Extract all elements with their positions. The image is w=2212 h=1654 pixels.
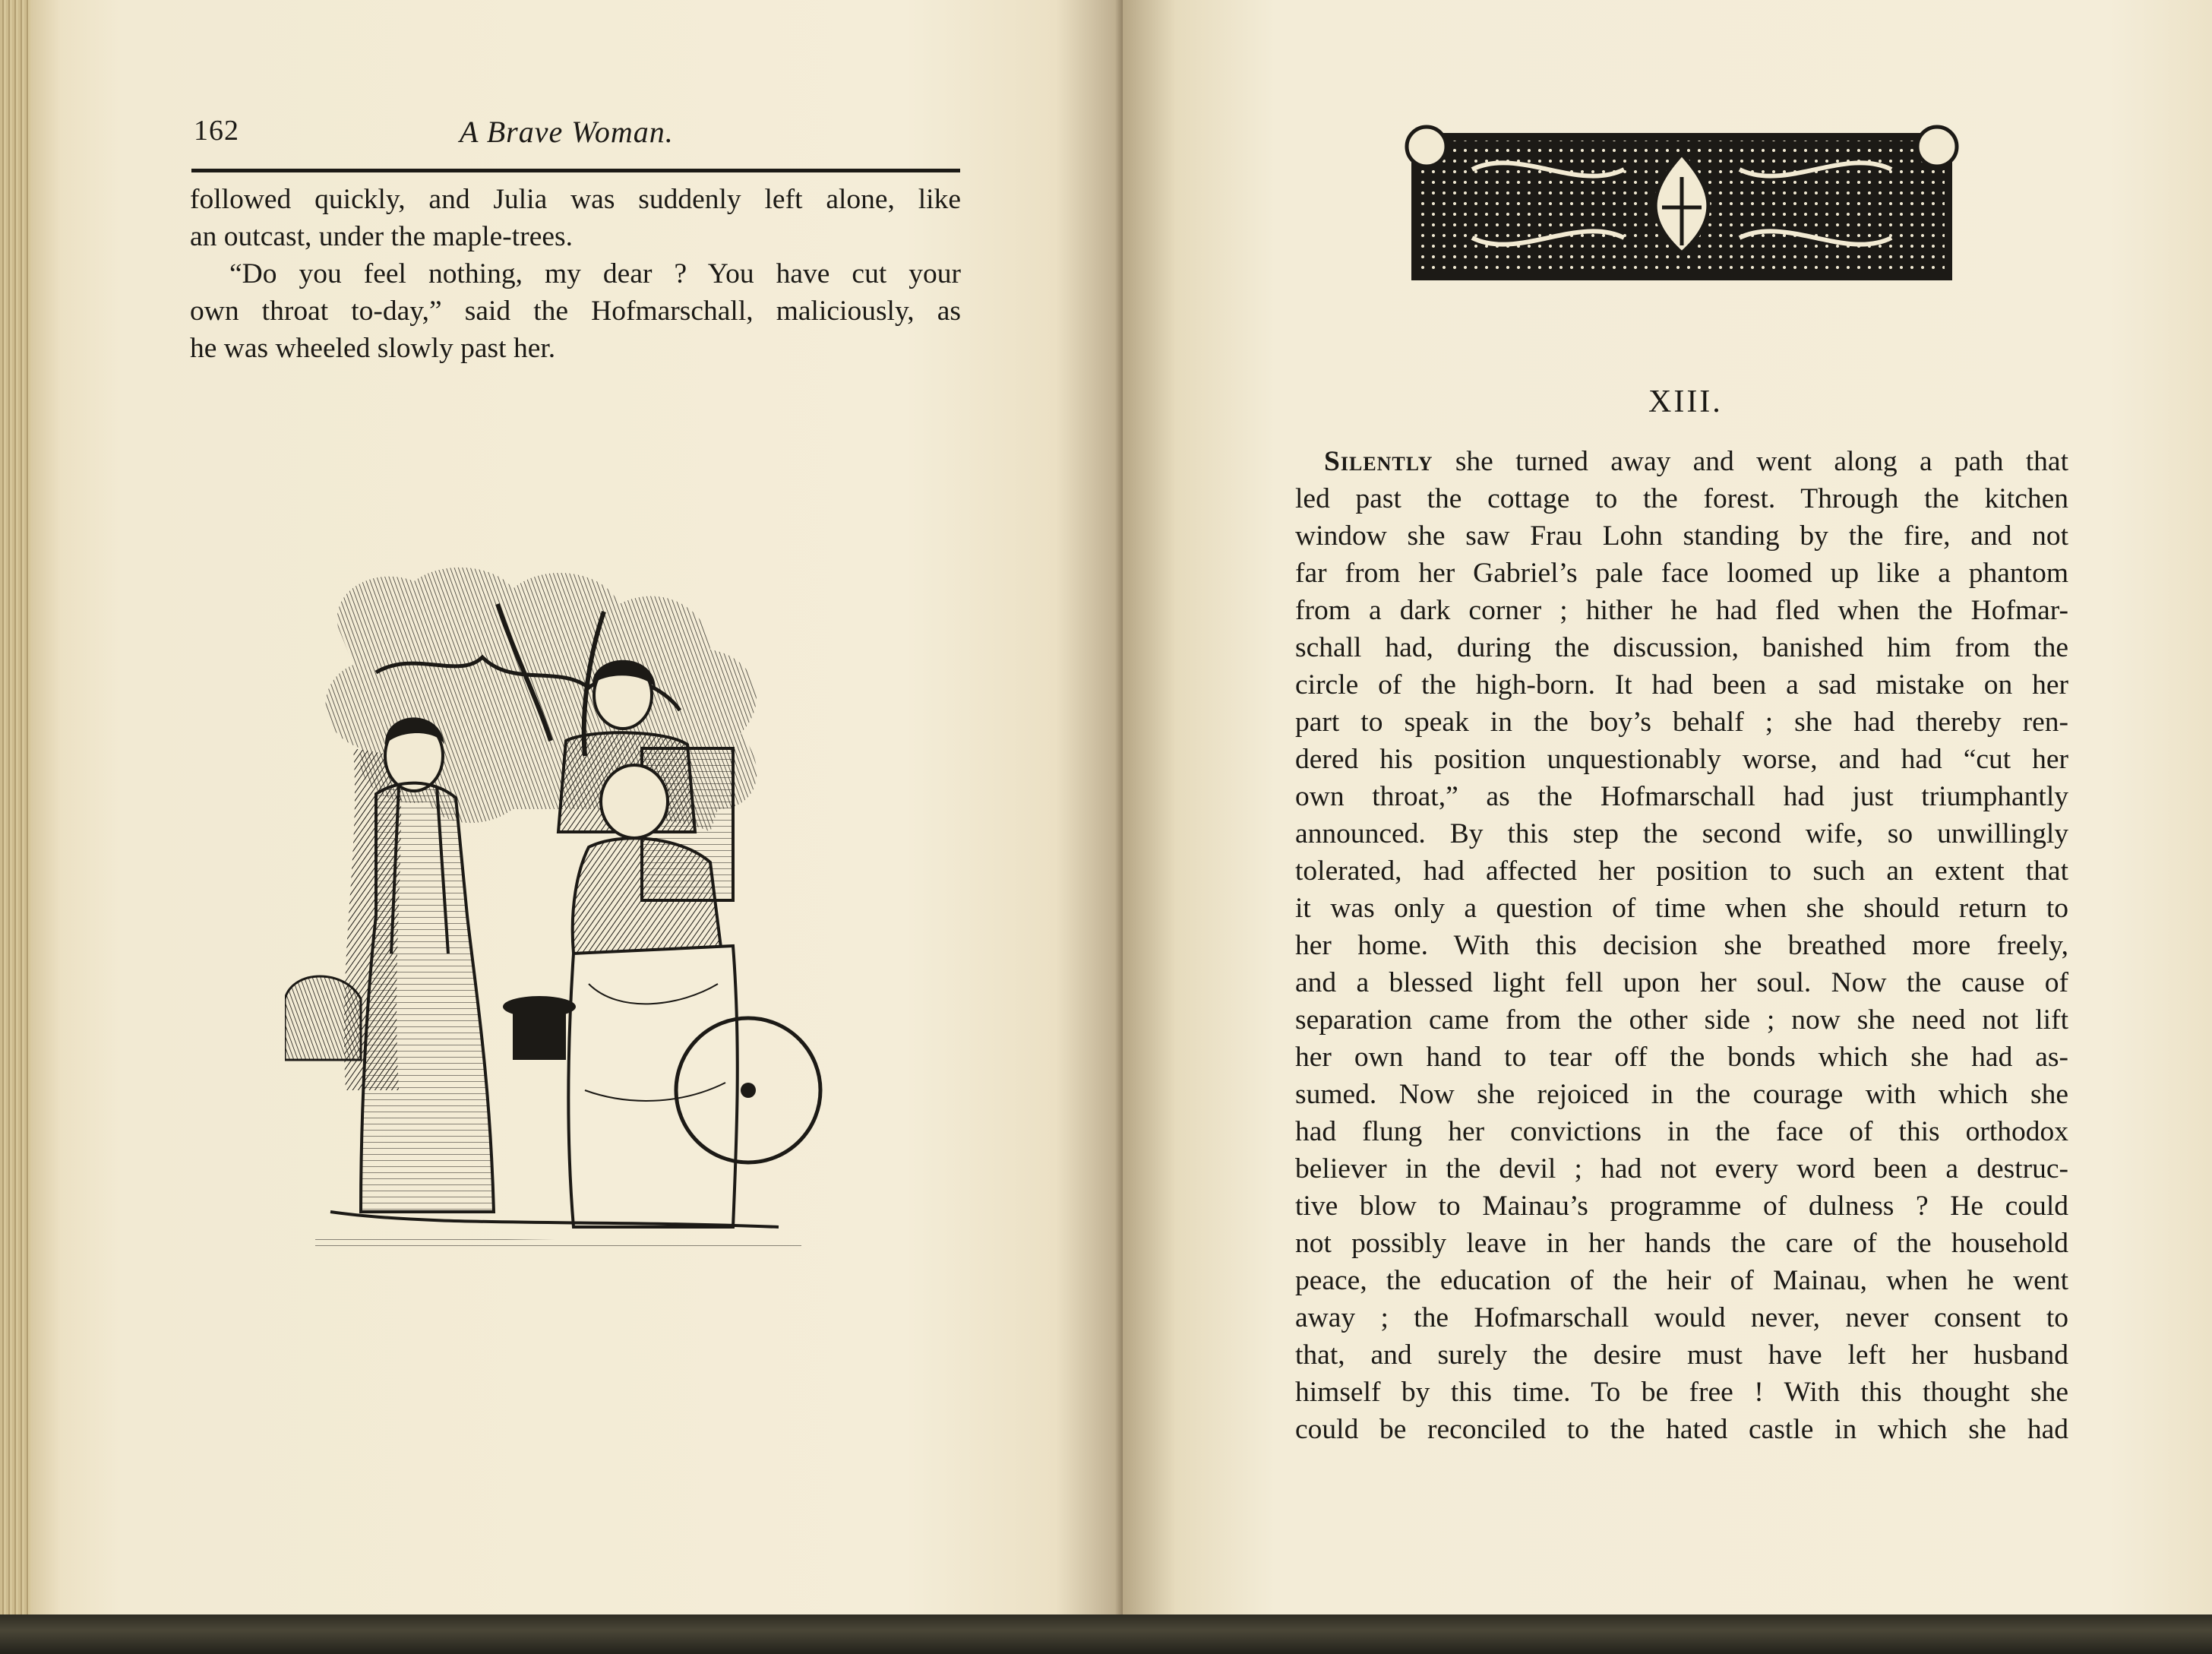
text-line: peace, the education of the heir of Mainau, when he went: [1295, 1265, 2068, 1296]
running-title: A Brave Woman.: [460, 115, 674, 149]
text-line: from a dark corner ; hither he had fled when the Hofmar-: [1295, 595, 2068, 626]
book-binding-edge: [0, 1614, 2212, 1654]
text-line: he was wheeled slowly past her.: [190, 333, 556, 364]
text-line: separation came from the other side ; now she need not lift: [1295, 1004, 2068, 1036]
text-line: could be reconciled to the hated castle in which she had: [1295, 1414, 2068, 1445]
right-page-text: [1295, 443, 2068, 1448]
page-edges: [0, 0, 30, 1654]
text-line: dered his position unquestionably worse, and had “cut her: [1295, 744, 2068, 775]
text-line: tive blow to Mainau’s programme of dulness ? He could: [1295, 1191, 2068, 1222]
text-line: had flung her convictions in the face of this orthodox: [1295, 1116, 2068, 1147]
text-line: sumed. Now she rejoiced in the courage with which she: [1295, 1079, 2068, 1110]
text-line: it was only a question of time when she should return to: [1295, 893, 2068, 924]
text-line-rest: she turned away and went along a path that: [1455, 446, 2068, 477]
text-line: “Do you feel nothing, my dear ? You have cut your: [229, 258, 961, 289]
running-head: [194, 114, 961, 152]
text-line: far from her Gabriel’s pale face loomed up like a phantom: [1295, 558, 2068, 589]
text-line: not possibly leave in her hands the care of the household: [1295, 1228, 2068, 1259]
text-line: own throat,” as the Hofmarschall had just triumphantly: [1295, 781, 2068, 812]
text-line: window she saw Frau Lohn standing by the fire, and not: [1295, 520, 2068, 552]
left-page-text: [190, 181, 961, 367]
text-line: and a blessed light fell upon her soul. Now the cause of: [1295, 967, 2068, 998]
opening-word: Silently: [1324, 446, 1433, 477]
text-line: her own hand to tear off the bonds which she had as-: [1295, 1042, 2068, 1073]
text-line: himself by this time. To be free ! With this thought she: [1295, 1377, 2068, 1408]
text-line: tolerated, had affected her position to such an extent that: [1295, 855, 2068, 887]
text-line: announced. By this step the second wife, so unwillingly: [1295, 818, 2068, 849]
text-line: followed quickly, and Julia was suddenly left alone, like: [190, 184, 961, 215]
text-line: believer in the devil ; had not every word been a destruc-: [1295, 1153, 2068, 1184]
page-number: 162: [194, 115, 239, 147]
engraved-illustration: [285, 558, 824, 1269]
text-line: circle of the high-born. It had been a sad mistake on her: [1295, 669, 2068, 700]
text-line: an outcast, under the maple-trees.: [190, 221, 573, 252]
text-line: led past the cottage to the forest. Through the kitchen: [1295, 483, 2068, 514]
text-line: own throat to-day,” said the Hofmarschall, maliciously, as: [190, 296, 961, 327]
chapter-number: XIII.: [1648, 384, 1723, 419]
text-line: schall had, during the discussion, banished him from the: [1295, 632, 2068, 663]
text-line: her home. With this decision she breathed more freely,: [1295, 930, 2068, 961]
decorative-headpiece-icon: [1396, 124, 1967, 289]
text-line: that, and surely the desire must have left her husband: [1295, 1339, 2068, 1371]
header-rule: [191, 169, 960, 172]
text-line: away ; the Hofmarschall would never, never consent to: [1295, 1302, 2068, 1333]
text-line: part to speak in the boy’s behalf ; she had thereby ren-: [1295, 707, 2068, 738]
text-line: [1295, 443, 2068, 480]
